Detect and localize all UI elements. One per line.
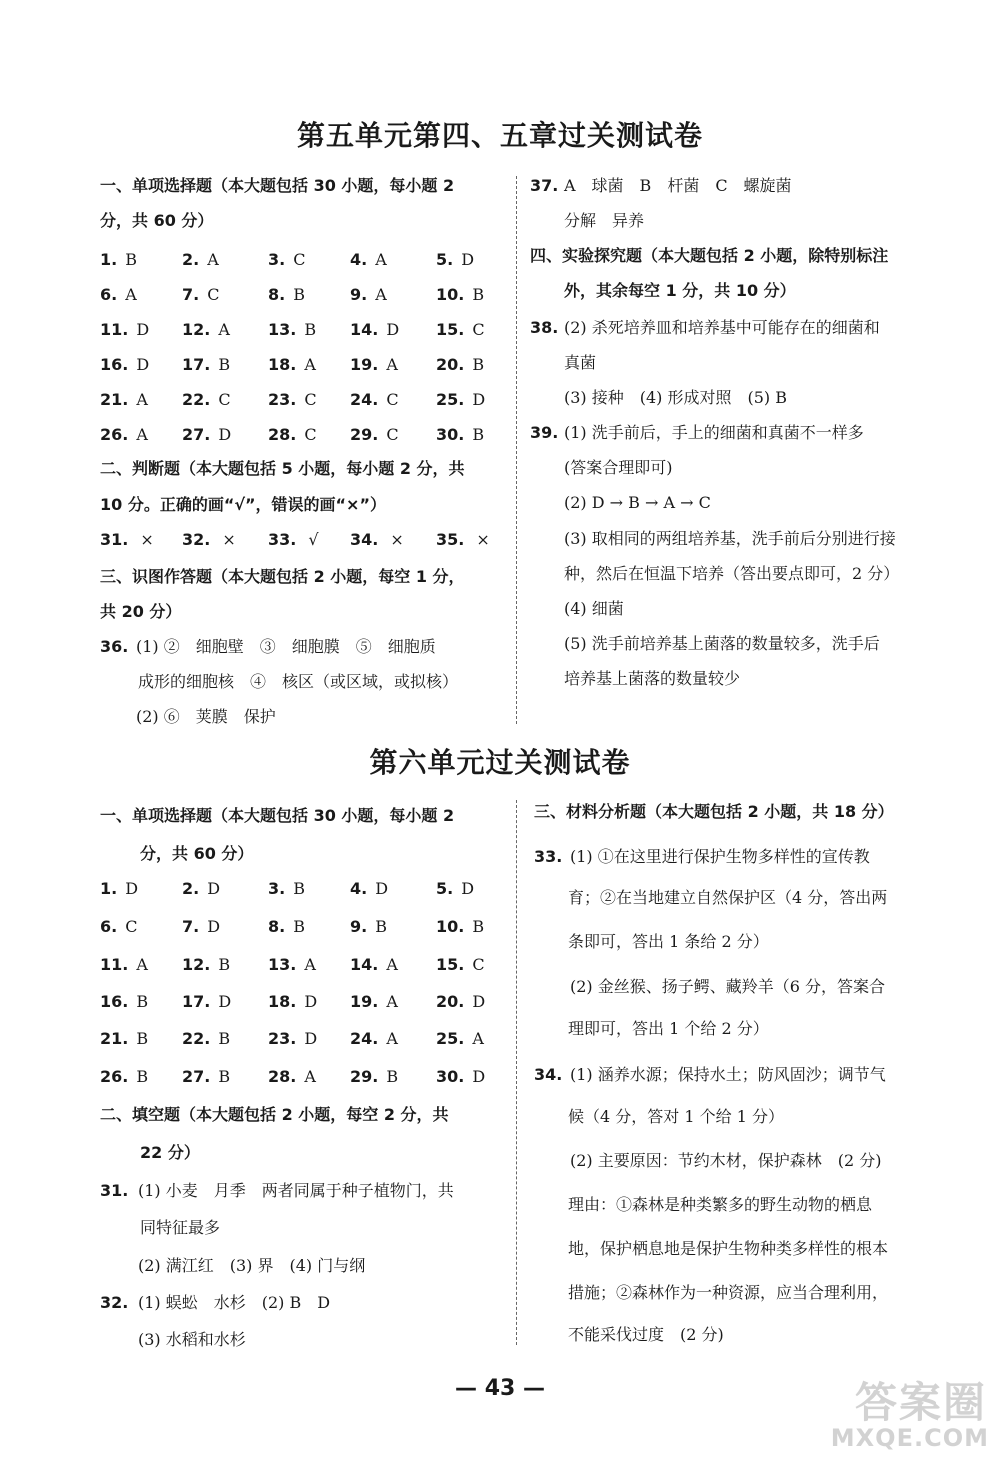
question-number: 18. <box>268 355 297 374</box>
q32-number: 32. <box>100 1293 129 1312</box>
question-number: 19. <box>350 992 379 1011</box>
answer-item <box>100 992 148 1011</box>
answer-mark: × <box>476 530 490 549</box>
answer-value: A <box>304 1067 316 1086</box>
answer-row <box>100 917 500 939</box>
q36-answer-line: 成形的细胞核 ④ 核区（或区域，或拟核） <box>138 672 459 691</box>
question-number: 29. <box>350 425 379 444</box>
q39-answer-line: 种，然后在恒温下培养（答出要点即可，2 分） <box>564 564 900 583</box>
question-number: 28. <box>268 425 297 444</box>
answer-value: D <box>375 879 389 898</box>
q37-answer-line: 分解 异养 <box>564 211 645 230</box>
q34-number: 34. <box>534 1065 563 1084</box>
answer-value: C <box>304 390 317 409</box>
q34-answer-line: 理由：①森林是种类繁多的野生动物的栖息 <box>568 1195 873 1214</box>
q38-number: 38. <box>530 318 559 337</box>
question-number: 26. <box>100 1067 129 1086</box>
q34-answer-line: 地，保护栖息地是保护生物种类多样性的根本 <box>568 1239 889 1258</box>
question-number: 8. <box>268 285 286 304</box>
question-number: 7. <box>182 285 200 304</box>
answer-item <box>100 955 148 974</box>
question-number: 10. <box>436 917 465 936</box>
answer-value: A <box>375 285 387 304</box>
section1-column-divider <box>516 176 517 724</box>
answer-item <box>268 879 305 898</box>
q39-answer-line: (1) 洗手前后，手上的细菌和真菌不一样多 <box>564 423 864 442</box>
question-number: 32. <box>182 530 211 549</box>
answer-value: B <box>304 320 317 339</box>
q33-answer-line: 条即可，答出 1 条给 2 分） <box>568 932 769 951</box>
q39-answer-line: 培养基上菌落的数量较少 <box>564 669 741 688</box>
question-number: 23. <box>268 390 297 409</box>
answer-value: C <box>218 390 231 409</box>
question-number: 25. <box>436 1029 465 1048</box>
answer-item <box>268 955 316 974</box>
question-number: 29. <box>350 1067 379 1086</box>
answer-value: C <box>125 917 138 936</box>
answer-value: D <box>461 250 475 269</box>
answer-value: A <box>375 250 387 269</box>
answer-value: B <box>293 879 305 898</box>
section2-left-column <box>100 0 510 1360</box>
question-number: 34. <box>350 530 379 549</box>
answer-value: D <box>207 917 221 936</box>
answer-mark: √ <box>308 530 319 549</box>
q33-answer-line: 理即可，答出 1 个给 2 分） <box>568 1019 769 1038</box>
answer-value: A <box>472 1029 484 1048</box>
answer-value: C <box>472 955 485 974</box>
section2-column-divider <box>516 800 517 1345</box>
question-number: 3. <box>268 250 286 269</box>
answer-item <box>350 917 387 936</box>
answer-value: D <box>472 992 486 1011</box>
answer-value: C <box>304 425 317 444</box>
answer-value: B <box>472 355 485 374</box>
question-number: 30. <box>436 425 465 444</box>
answer-value: C <box>293 250 306 269</box>
question-number: 3. <box>268 879 286 898</box>
question-number: 8. <box>268 917 286 936</box>
q31-answer-line: (2) 满江红 (3) 界 (4) 门与纲 <box>138 1256 366 1275</box>
q39-answer-line: (答案合理即可) <box>564 458 673 477</box>
question-number: 6. <box>100 917 118 936</box>
answer-value: B <box>293 285 305 304</box>
question-number: 19. <box>350 355 379 374</box>
answer-item <box>436 1029 484 1048</box>
answer-value: A <box>386 1029 398 1048</box>
answer-item <box>350 879 388 898</box>
question-number: 10. <box>436 285 465 304</box>
answer-value: D <box>386 320 400 339</box>
question-number: 25. <box>436 390 465 409</box>
q38-answer-line: 真菌 <box>564 353 597 372</box>
section1-part2-heading: 二、判断题（本大题包括 5 小题，每小题 2 分，共 <box>100 459 465 478</box>
question-number: 13. <box>268 320 297 339</box>
question-number: 16. <box>100 992 129 1011</box>
answer-item <box>436 992 485 1011</box>
answer-value: D <box>207 879 221 898</box>
answer-value: B <box>472 425 485 444</box>
answer-value: C <box>386 390 399 409</box>
section1-part4-heading: 四、实验探究题（本大题包括 2 小题，除特别标注 <box>530 246 889 265</box>
answer-mark: × <box>390 530 404 549</box>
answer-item <box>182 955 230 974</box>
answer-item <box>182 879 220 898</box>
answer-item <box>268 1067 316 1086</box>
answer-value: D <box>218 992 232 1011</box>
answer-value: A <box>207 250 219 269</box>
question-number: 35. <box>436 530 465 549</box>
answer-item <box>100 917 137 936</box>
answer-item <box>268 917 305 936</box>
answer-value: B <box>125 250 137 269</box>
answer-item <box>182 992 231 1011</box>
question-number: 5. <box>436 879 454 898</box>
answer-value: B <box>472 917 485 936</box>
answer-item <box>350 955 398 974</box>
q33-answer-line: 育；②在当地建立自然保护区（4 分，答出两 <box>568 888 888 907</box>
question-number: 1. <box>100 879 118 898</box>
q38-answer-line: (3) 接种 (4) 形成对照 (5) B <box>564 388 788 407</box>
answer-value: D <box>461 879 475 898</box>
question-number: 20. <box>436 355 465 374</box>
question-number: 5. <box>436 250 454 269</box>
question-number: 27. <box>182 1067 211 1086</box>
answer-value: B <box>472 285 485 304</box>
answer-item <box>436 917 484 936</box>
question-number: 12. <box>182 320 211 339</box>
question-number: 9. <box>350 917 368 936</box>
answer-mark: × <box>140 530 154 549</box>
question-number: 16. <box>100 355 129 374</box>
answer-value: D <box>304 992 318 1011</box>
question-number: 11. <box>100 320 129 339</box>
answer-value: B <box>136 1067 149 1086</box>
answer-value: A <box>136 425 148 444</box>
question-number: 4. <box>350 250 368 269</box>
question-number: 30. <box>436 1067 465 1086</box>
answer-item <box>350 992 398 1011</box>
q36-answer-line: (1) ② 细胞壁 ③ 细胞膜 ⑤ 细胞质 <box>136 637 436 656</box>
question-number: 21. <box>100 1029 129 1048</box>
question-number: 9. <box>350 285 368 304</box>
section2-part2-heading-cont: 22 分） <box>140 1143 200 1162</box>
section2-part3-heading: 三、材料分析题（本大题包括 2 小题，共 18 分） <box>534 802 894 821</box>
section2-title: 第六单元过关测试卷 <box>369 746 631 779</box>
question-number: 11. <box>100 955 129 974</box>
answer-value: D <box>125 879 139 898</box>
watermark-logo <box>820 1370 995 1455</box>
q31-answer-line: (1) 小麦 月季 两者同属于种子植物门，共 <box>138 1181 454 1200</box>
answer-value: A <box>136 390 148 409</box>
answer-value: B <box>293 917 305 936</box>
q36-number: 36. <box>100 637 129 656</box>
section2-part2-heading: 二、填空题（本大题包括 2 小题，每空 2 分，共 <box>100 1105 449 1124</box>
answer-row <box>100 955 500 977</box>
question-number: 27. <box>182 425 211 444</box>
question-number: 2. <box>182 250 200 269</box>
answer-value: D <box>136 355 150 374</box>
question-number: 22. <box>182 1029 211 1048</box>
q37-number: 37. <box>530 176 559 195</box>
answer-row <box>100 1067 500 1089</box>
q34-answer-line: 措施；②森林作为一种资源，应当合理利用， <box>568 1283 889 1302</box>
q33-answer-line: (1) ①在这里进行保护生物多样性的宣传教 <box>570 847 870 866</box>
section1-part1-heading: 一、单项选择题（本大题包括 30 小题，每小题 2 <box>100 176 455 195</box>
answer-value: B <box>218 955 231 974</box>
q33-number: 33. <box>534 847 563 866</box>
section1-part4-heading-cont: 外，其余每空 1 分，共 10 分） <box>564 281 796 300</box>
answer-value: B <box>218 1029 231 1048</box>
q36-answer-line: (2) ⑥ 荚膜 保护 <box>136 707 276 726</box>
q33-answer-line: (2) 金丝猴、扬子鳄、藏羚羊（6 分，答案合 <box>570 977 886 996</box>
question-number: 12. <box>182 955 211 974</box>
answer-value: C <box>207 285 220 304</box>
answer-item <box>182 1067 230 1086</box>
answer-item <box>268 1029 317 1048</box>
question-number: 6. <box>100 285 118 304</box>
question-number: 22. <box>182 390 211 409</box>
answer-item <box>350 1029 398 1048</box>
q31-number: 31. <box>100 1181 129 1200</box>
page-number: — 43 — <box>455 1376 545 1401</box>
answer-item <box>350 1067 398 1086</box>
answer-value: B <box>386 1067 399 1086</box>
answer-item <box>436 955 485 974</box>
watermark-text: 答案圈 <box>854 1378 987 1427</box>
answer-value: A <box>136 955 148 974</box>
section1-title: 第五单元第四、五章过关测试卷 <box>296 119 703 152</box>
answer-value: A <box>386 992 398 1011</box>
answer-item <box>268 992 317 1011</box>
question-number: 17. <box>182 992 211 1011</box>
answer-value: A <box>125 285 137 304</box>
answer-value: D <box>304 1029 318 1048</box>
q32-answer-line: (3) 水稻和水杉 <box>138 1330 246 1349</box>
q39-number: 39. <box>530 423 559 442</box>
question-number: 21. <box>100 390 129 409</box>
section2-part1-heading: 一、单项选择题（本大题包括 30 小题，每小题 2 <box>100 806 455 825</box>
section2-part1-heading-cont: 分，共 60 分） <box>140 844 254 863</box>
answer-value: B <box>375 917 387 936</box>
q39-answer-line: (4) 细菌 <box>564 599 624 618</box>
question-number: 14. <box>350 320 379 339</box>
q32-answer-line: (1) 蜈蚣 水杉 (2) B D <box>138 1293 331 1312</box>
question-number: 4. <box>350 879 368 898</box>
answer-value: A <box>386 355 398 374</box>
answer-row <box>100 879 500 901</box>
answer-row <box>100 992 500 1014</box>
question-number: 7. <box>182 917 200 936</box>
question-number: 13. <box>268 955 297 974</box>
answer-value: A <box>218 320 230 339</box>
answer-item <box>436 879 474 898</box>
q39-answer-line: (2) D → B → A → C <box>564 493 711 512</box>
answer-value: B <box>218 355 231 374</box>
question-number: 20. <box>436 992 465 1011</box>
answer-item <box>182 1029 230 1048</box>
section1-part3-heading: 三、识图作答题（本大题包括 2 小题，每空 1 分， <box>100 567 465 586</box>
q34-answer-line: (1) 涵养水源；保持水土；防风固沙；调节气 <box>570 1065 886 1084</box>
answer-value: B <box>218 1067 231 1086</box>
answer-item <box>100 1029 148 1048</box>
q39-answer-line: (5) 洗手前培养基上菌落的数量较多，洗手后 <box>564 634 880 653</box>
question-number: 17. <box>182 355 211 374</box>
question-number: 33. <box>268 530 297 549</box>
answer-mark: × <box>222 530 236 549</box>
question-number: 24. <box>350 1029 379 1048</box>
question-number: 14. <box>350 955 379 974</box>
question-number: 18. <box>268 992 297 1011</box>
watermark-domain: MXQE.COM <box>830 1424 989 1452</box>
q34-answer-line: 候（4 分，答对 1 个给 1 分） <box>568 1107 784 1126</box>
question-number: 24. <box>350 390 379 409</box>
section2-right-column <box>534 0 944 1360</box>
answer-value: D <box>218 425 232 444</box>
answer-row <box>100 1029 500 1051</box>
q38-answer-line: (2) 杀死培养皿和培养基中可能存在的细菌和 <box>564 318 880 337</box>
section1-part1-heading-cont: 分，共 60 分） <box>100 211 214 230</box>
question-number: 23. <box>268 1029 297 1048</box>
q34-answer-line: 不能采伐过度 (2 分) <box>568 1325 724 1344</box>
answer-value: C <box>386 425 399 444</box>
question-number: 2. <box>182 879 200 898</box>
answer-value: A <box>304 955 316 974</box>
answer-item <box>100 1067 148 1086</box>
question-number: 15. <box>436 955 465 974</box>
question-number: 15. <box>436 320 465 339</box>
q37-answer-line: A 球菌 B 杆菌 C 螺旋菌 <box>564 176 792 195</box>
answer-value: A <box>386 955 398 974</box>
section1-part2-heading-cont: 10 分。正确的画“√”，错误的画“×”） <box>100 495 386 514</box>
question-number: 28. <box>268 1067 297 1086</box>
question-number: 1. <box>100 250 118 269</box>
answer-item <box>100 879 138 898</box>
answer-value: B <box>136 1029 149 1048</box>
q34-answer-line: (2) 主要原因：节约木材，保护森林 (2 分) <box>570 1151 882 1170</box>
answer-value: D <box>472 1067 486 1086</box>
answer-item <box>182 917 220 936</box>
section1-part3-heading-cont: 共 20 分） <box>100 602 182 621</box>
answer-value: D <box>136 320 150 339</box>
answer-value: A <box>304 355 316 374</box>
q31-answer-line: 同特征最多 <box>140 1218 221 1237</box>
q39-answer-line: (3) 取相同的两组培养基，洗手前后分别进行接 <box>564 529 896 548</box>
question-number: 26. <box>100 425 129 444</box>
answer-item <box>436 1067 485 1086</box>
answer-value: D <box>472 390 486 409</box>
answer-value: B <box>136 992 149 1011</box>
question-number: 31. <box>100 530 129 549</box>
answer-value: C <box>472 320 485 339</box>
